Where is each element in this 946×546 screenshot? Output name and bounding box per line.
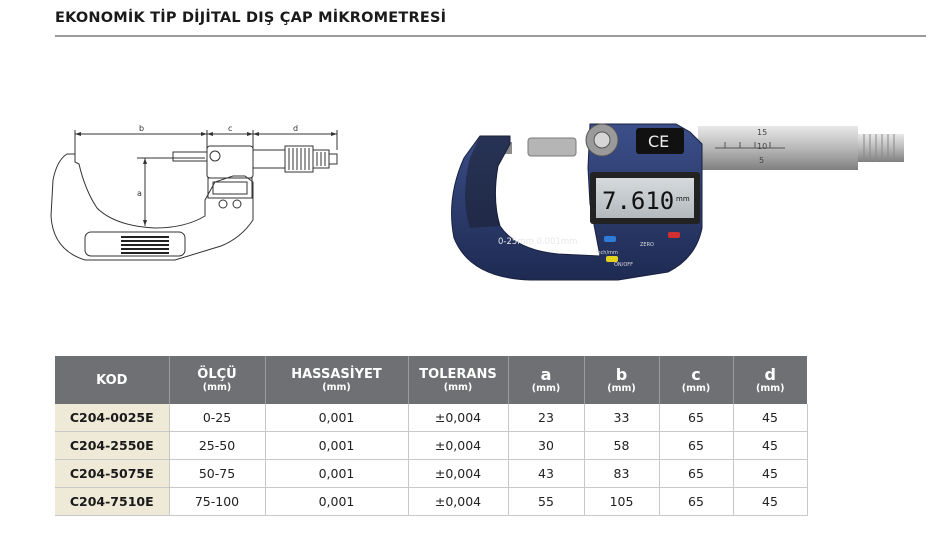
- cell-b: 105: [584, 488, 659, 516]
- zero-button[interactable]: [668, 232, 680, 238]
- ratchet: [858, 134, 904, 162]
- scale-5: 5: [759, 156, 765, 165]
- col-header-d: d (mm): [733, 356, 807, 404]
- cell-olcu: 50-75: [169, 460, 265, 488]
- cell-a: 23: [508, 404, 584, 432]
- col-header-tolerans: TOLERANS (mm): [408, 356, 508, 404]
- spindle: [528, 138, 576, 156]
- col-header-kod: KOD: [55, 356, 169, 404]
- range-label: 0-25mm 0.001mm: [498, 237, 578, 247]
- cell-d: 45: [733, 488, 807, 516]
- scale-10: 10: [757, 142, 768, 151]
- cell-tolerans: ±0,004: [408, 488, 508, 516]
- dimension-drawing: [45, 120, 345, 270]
- cell-hassasiyet: 0,001: [265, 488, 408, 516]
- page-title: EKONOMİK TİP DİJİTAL DIŞ ÇAP MİKROMETRESİ: [55, 10, 447, 26]
- table-header-row: [55, 356, 807, 404]
- col-header-b: b (mm): [584, 356, 659, 404]
- cell-olcu: 25-50: [169, 432, 265, 460]
- col-header-c: c (mm): [659, 356, 733, 404]
- spec-table: [55, 356, 808, 516]
- cell-c: 65: [659, 488, 733, 516]
- cell-c: 65: [659, 404, 733, 432]
- table-row: [55, 432, 807, 460]
- cell-d: 45: [733, 460, 807, 488]
- cell-kod: C204-5075E: [55, 460, 169, 488]
- dim-label-d: d: [293, 124, 299, 133]
- table-row: [55, 488, 807, 516]
- cell-hassasiyet: 0,001: [265, 432, 408, 460]
- scale-15: 15: [757, 128, 768, 137]
- title-divider: [55, 35, 926, 37]
- cell-olcu: 0-25: [169, 404, 265, 432]
- cell-hassasiyet: 0,001: [265, 460, 408, 488]
- cell-d: 45: [733, 404, 807, 432]
- cell-d: 45: [733, 432, 807, 460]
- cell-hassasiyet: 0,001: [265, 404, 408, 432]
- cell-c: 65: [659, 460, 733, 488]
- col-header-hassasiyet: HASSASİYET (mm): [265, 356, 408, 404]
- inch-mm-label: inch/mm: [596, 250, 618, 256]
- ce-mark: CE: [648, 132, 670, 151]
- inch-mm-button[interactable]: [604, 236, 616, 242]
- cell-tolerans: ±0,004: [408, 404, 508, 432]
- cell-olcu: 75-100: [169, 488, 265, 516]
- dim-label-c: c: [228, 124, 233, 133]
- table-row: [55, 404, 807, 432]
- cell-b: 83: [584, 460, 659, 488]
- cell-tolerans: ±0,004: [408, 460, 508, 488]
- dim-label-a: a: [137, 189, 142, 198]
- micrometer-photo: [440, 108, 926, 298]
- zero-label: ZERO: [640, 242, 654, 248]
- cell-a: 43: [508, 460, 584, 488]
- col-header-a: a (mm): [508, 356, 584, 404]
- on-off-label: ON/OFF: [614, 262, 634, 268]
- cell-tolerans: ±0,004: [408, 432, 508, 460]
- cell-b: 58: [584, 432, 659, 460]
- cell-kod: C204-0025E: [55, 404, 169, 432]
- lcd-unit: mm: [676, 195, 690, 203]
- cell-kod: C204-7510E: [55, 488, 169, 516]
- cell-a: 55: [508, 488, 584, 516]
- cell-b: 33: [584, 404, 659, 432]
- table-row: [55, 460, 807, 488]
- cell-a: 30: [508, 432, 584, 460]
- col-header-olcu: ÖLÇÜ (mm): [169, 356, 265, 404]
- cell-c: 65: [659, 432, 733, 460]
- cell-kod: C204-2550E: [55, 432, 169, 460]
- lcd-value: 7.610: [602, 187, 675, 215]
- dim-label-b: b: [139, 124, 145, 133]
